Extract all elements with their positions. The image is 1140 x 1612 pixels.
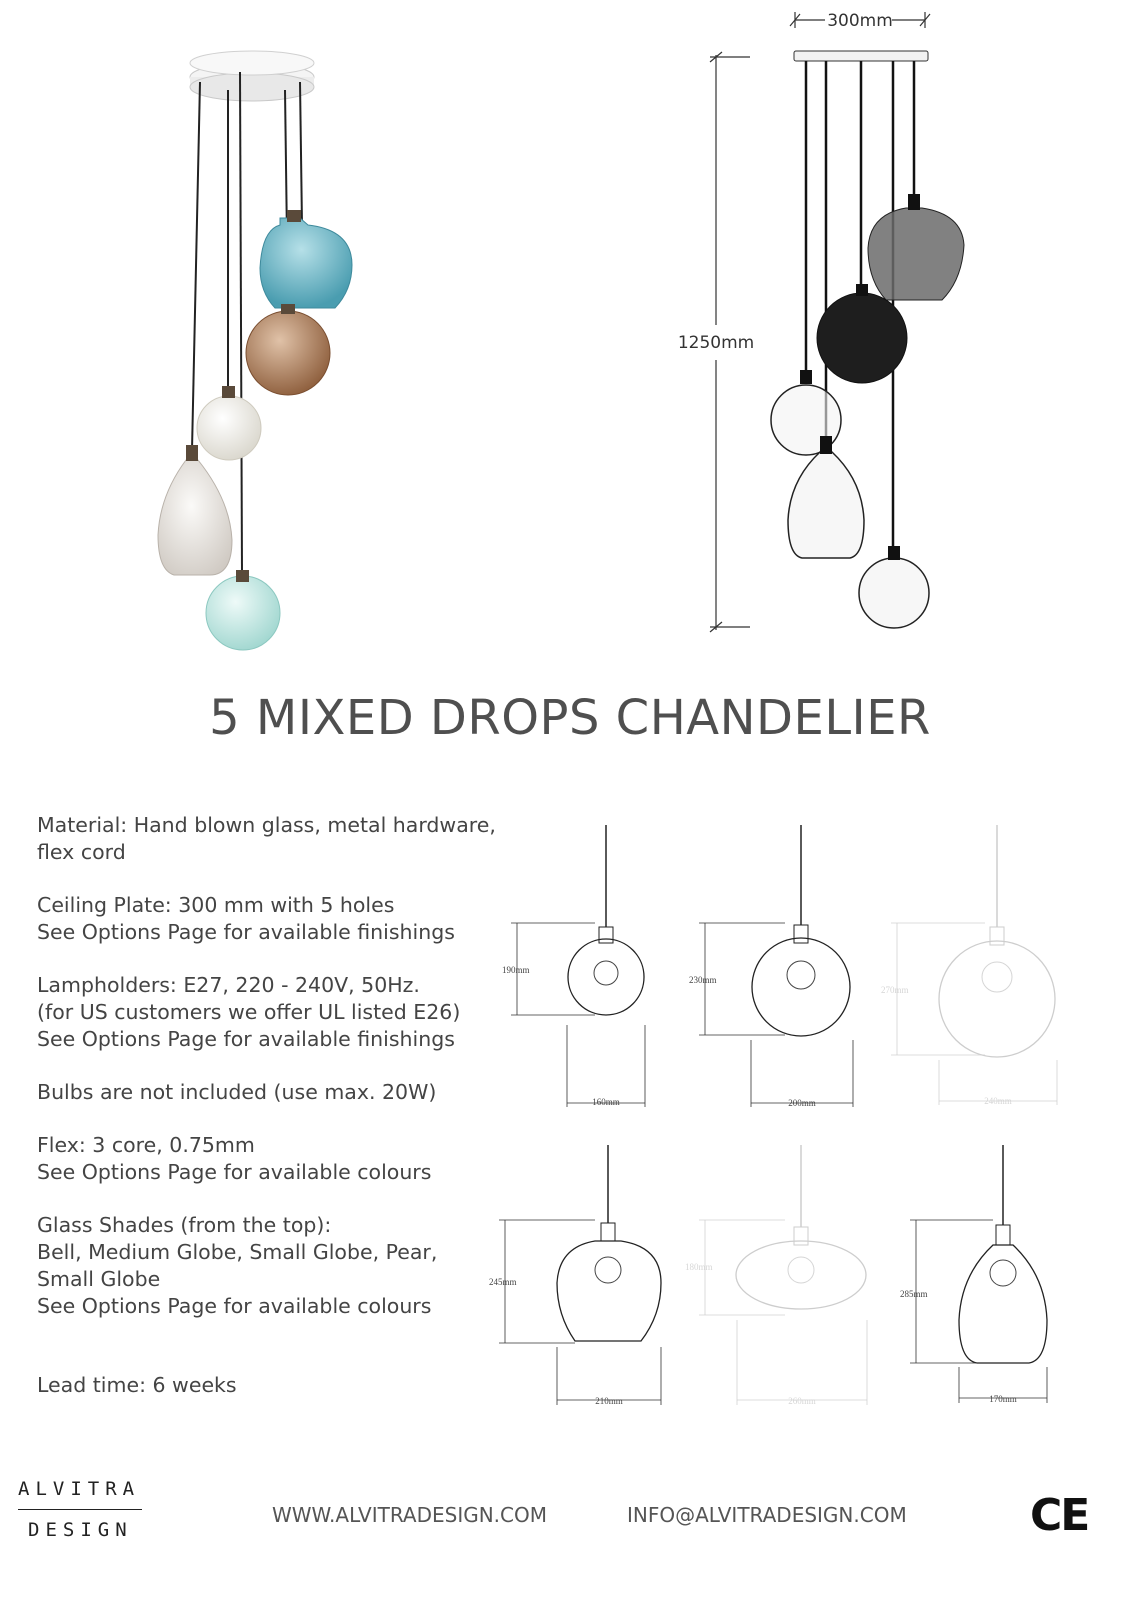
dim-height: 285mm (900, 1289, 928, 1299)
product-title: 5 MIXED DROPS CHANDELIER (209, 690, 931, 746)
spec-list (37, 812, 497, 1399)
overall-width-label: 300mm (827, 11, 893, 31)
spec-line: Material: Hand blown glass, metal hardware, (37, 813, 496, 837)
dim-width: 170mm (989, 1394, 1017, 1404)
shade-diagrams (489, 815, 1095, 1435)
shade-pear (900, 1145, 1047, 1404)
spec-line: See Options Page for available colours (37, 1160, 432, 1184)
shade-medium-globe (689, 825, 853, 1108)
logo-divider (18, 1509, 142, 1510)
opal-globe-shade (197, 396, 261, 460)
dim-height: 180mm (685, 1262, 713, 1272)
email-link[interactable]: INFO@ALVITRADESIGN.COM (627, 1503, 907, 1527)
spec-line: Flex: 3 core, 0.75mm (37, 1133, 255, 1157)
spec-line: (for US customers we offer UL listed E26) (37, 1000, 461, 1024)
spec-ceiling-plate (37, 892, 497, 946)
overall-height-label: 1250mm (677, 333, 755, 353)
spec-line: flex cord (37, 840, 126, 864)
spec-line: See Options Page for available colours (37, 1294, 432, 1318)
brand-logo (18, 1478, 142, 1541)
dimension-drawing (677, 0, 1020, 640)
logo-top-text: ALVITRA (18, 1478, 141, 1500)
spec-line: Small Globe (37, 1267, 161, 1291)
shade-oval (685, 1145, 867, 1406)
teal-bell-shade (260, 218, 352, 308)
mint-globe-shade (206, 576, 280, 650)
spec-flex (37, 1132, 497, 1186)
dim-width: 240mm (984, 1096, 1012, 1106)
ce-mark-icon: CE (1030, 1490, 1089, 1541)
spec-line: See Options Page for available finishings (37, 920, 455, 944)
spec-line: Bell, Medium Globe, Small Globe, Pear, (37, 1240, 438, 1264)
clear-pear-shade (158, 460, 232, 575)
spec-line: Bulbs are not included (use max. 20W) (37, 1080, 437, 1104)
drawing-ceiling-plate (794, 51, 928, 61)
spec-line: Ceiling Plate: 300 mm with 5 holes (37, 893, 395, 917)
spec-glass-shades (37, 1212, 497, 1320)
lead-time: Lead time: 6 weeks (37, 1373, 237, 1397)
spec-line: See Options Page for available finishings (37, 1027, 455, 1051)
dim-width: 210mm (595, 1396, 623, 1406)
dim-width: 200mm (788, 1098, 816, 1108)
spec-lampholders (37, 972, 497, 1053)
spec-line: Glass Shades (from the top): (37, 1213, 332, 1237)
spec-line: Lampholders: E27, 220 - 240V, 50Hz. (37, 973, 420, 997)
shade-bell (489, 1145, 661, 1406)
product-photo (130, 30, 510, 690)
dim-height: 245mm (489, 1277, 517, 1287)
website-link[interactable]: WWW.ALVITRADESIGN.COM (272, 1503, 547, 1527)
dim-height: 190mm (502, 965, 530, 975)
dim-height: 230mm (689, 975, 717, 985)
shade-small-globe (502, 825, 645, 1107)
dim-height: 270mm (881, 985, 909, 995)
logo-bottom-text: DESIGN (28, 1519, 133, 1541)
amber-globe-shade (246, 311, 330, 395)
spec-material (37, 812, 497, 866)
dim-width: 160mm (592, 1097, 620, 1107)
dim-width: 260mm (788, 1396, 816, 1406)
spec-bulbs (37, 1079, 497, 1106)
shade-large-globe (881, 825, 1057, 1106)
